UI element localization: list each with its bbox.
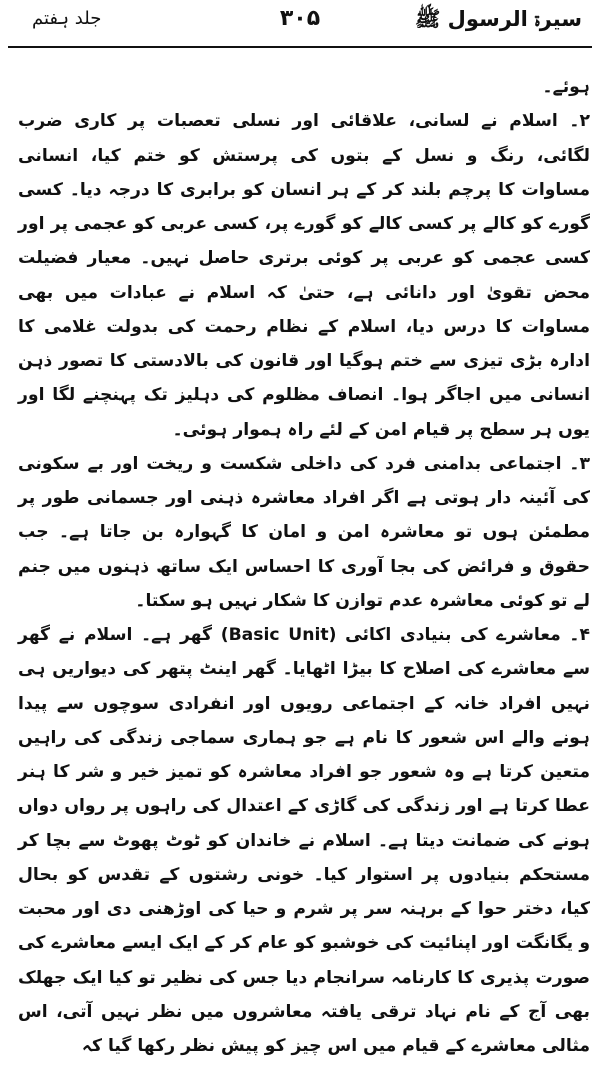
paragraph-point-4: ۴۔ معاشرے کی بنیادی اکائی (Basic Unit) گھر ہے۔ اسلام نے گھر سے معاشرے کی اصلاح کا بیڑا اٹھایا۔ گھر اینٹ پتھر کی دیواریں ہی نہیں افراد خانہ کے اجتماعی رویوں اور انفرادی سوچوں سے پیدا ہونے والے اس شعور کا نام ہے جو ہماری سماجی زندگی کی راہیں متعین کرتا ہے وہ شعور جو افراد معاشرہ کو تمیز خیر و شر کا ہنر عطا کرتا ہے اور زندگی کی گاڑی کے اعتدال کی راہوں پر رواں دواں ہونے کی ضمانت دیتا ہے۔ اسلام نے خاندان کو ٹوٹ پھوٹ سے بچا کر مستحکم بنیادوں پر استوار کیا۔ خونی رشتوں کے تقدس کو بحال کیا، دختر حوا کے برہنہ سر پر شرم و حیا کی اوڑھنی دی اور محبت و یگانگت اور اپنائیت کی خوشبو کو عام کر کے ایک ایسے معاشرے کی صورت پذیری کا کارنامہ سرانجام دیا جس کی نظیر تو کیا ایک جھلک بھی آج کے نام نہاد ترقی یافتہ معاشروں میں نظر نہیں آتی، اس مثالی معاشرے کے قیام میں اس چیز کو پیش نظر رکھا گیا کہ	[18, 625, 590, 1056]
page-header	[14, 0, 586, 44]
page-body	[18, 70, 590, 1063]
page-number: ۳۰۵	[279, 6, 321, 31]
paragraph-continuation: ہوئے۔	[542, 77, 590, 97]
volume-label: جلد ہفتم	[32, 8, 102, 29]
book-title: سیرۃ الرسول ﷺ	[415, 7, 582, 31]
paragraph-point-3: ۳۔ اجتماعی بدامنی فرد کی داخلی شکست و ریخت اور بے سکونی کی آئینہ دار ہوتی ہے اگر افراد معاشرہ ذہنی اور جسمانی طور پر مطمئن ہوں تو معاشرہ امن و امان کا گہوارہ بن جاتا ہے۔ جب حقوق و فرائض کی بجا آوری کا احساس ایک ساتھ ذہنوں میں جنم لے تو کوئی معاشرہ عدم توازن کا شکار نہیں ہو سکتا۔	[18, 453, 590, 611]
header-rule	[8, 46, 592, 48]
paragraph-point-2: ۲۔ اسلام نے لسانی، علاقائی اور نسلی تعصبات پر کاری ضرب لگائی، رنگ و نسل کے بتوں کی پرستش کو ختم کیا، انسانی مساوات کا پرچم بلند کر کے ہر انسان کو برابری کا درجہ دیا۔ کسی گورے کو کالے پر کسی کالے کو گورے پر، کسی عربی کو عجمی پر اور کسی عجمی کو عربی پر کوئی برتری حاصل نہیں۔ معیار فضیلت محض تقویٰ اور دانائی ہے، حتیٰ کہ اسلام نے عبادات میں بھی مساوات کا درس دیا، اسلام کے نظام رحمت کی بدولت غلامی کا ادارہ بڑی تیزی سے ختم ہوگیا اور قانون کی بالادستی کا تصور ذہن انسانی میں اجاگر ہوا۔ انصاف مظلوم کی دہلیز تک پہنچنے لگا اور یوں ہر سطح پر قیام امن کے لئے راہ ہموار ہوئی۔	[18, 111, 590, 440]
